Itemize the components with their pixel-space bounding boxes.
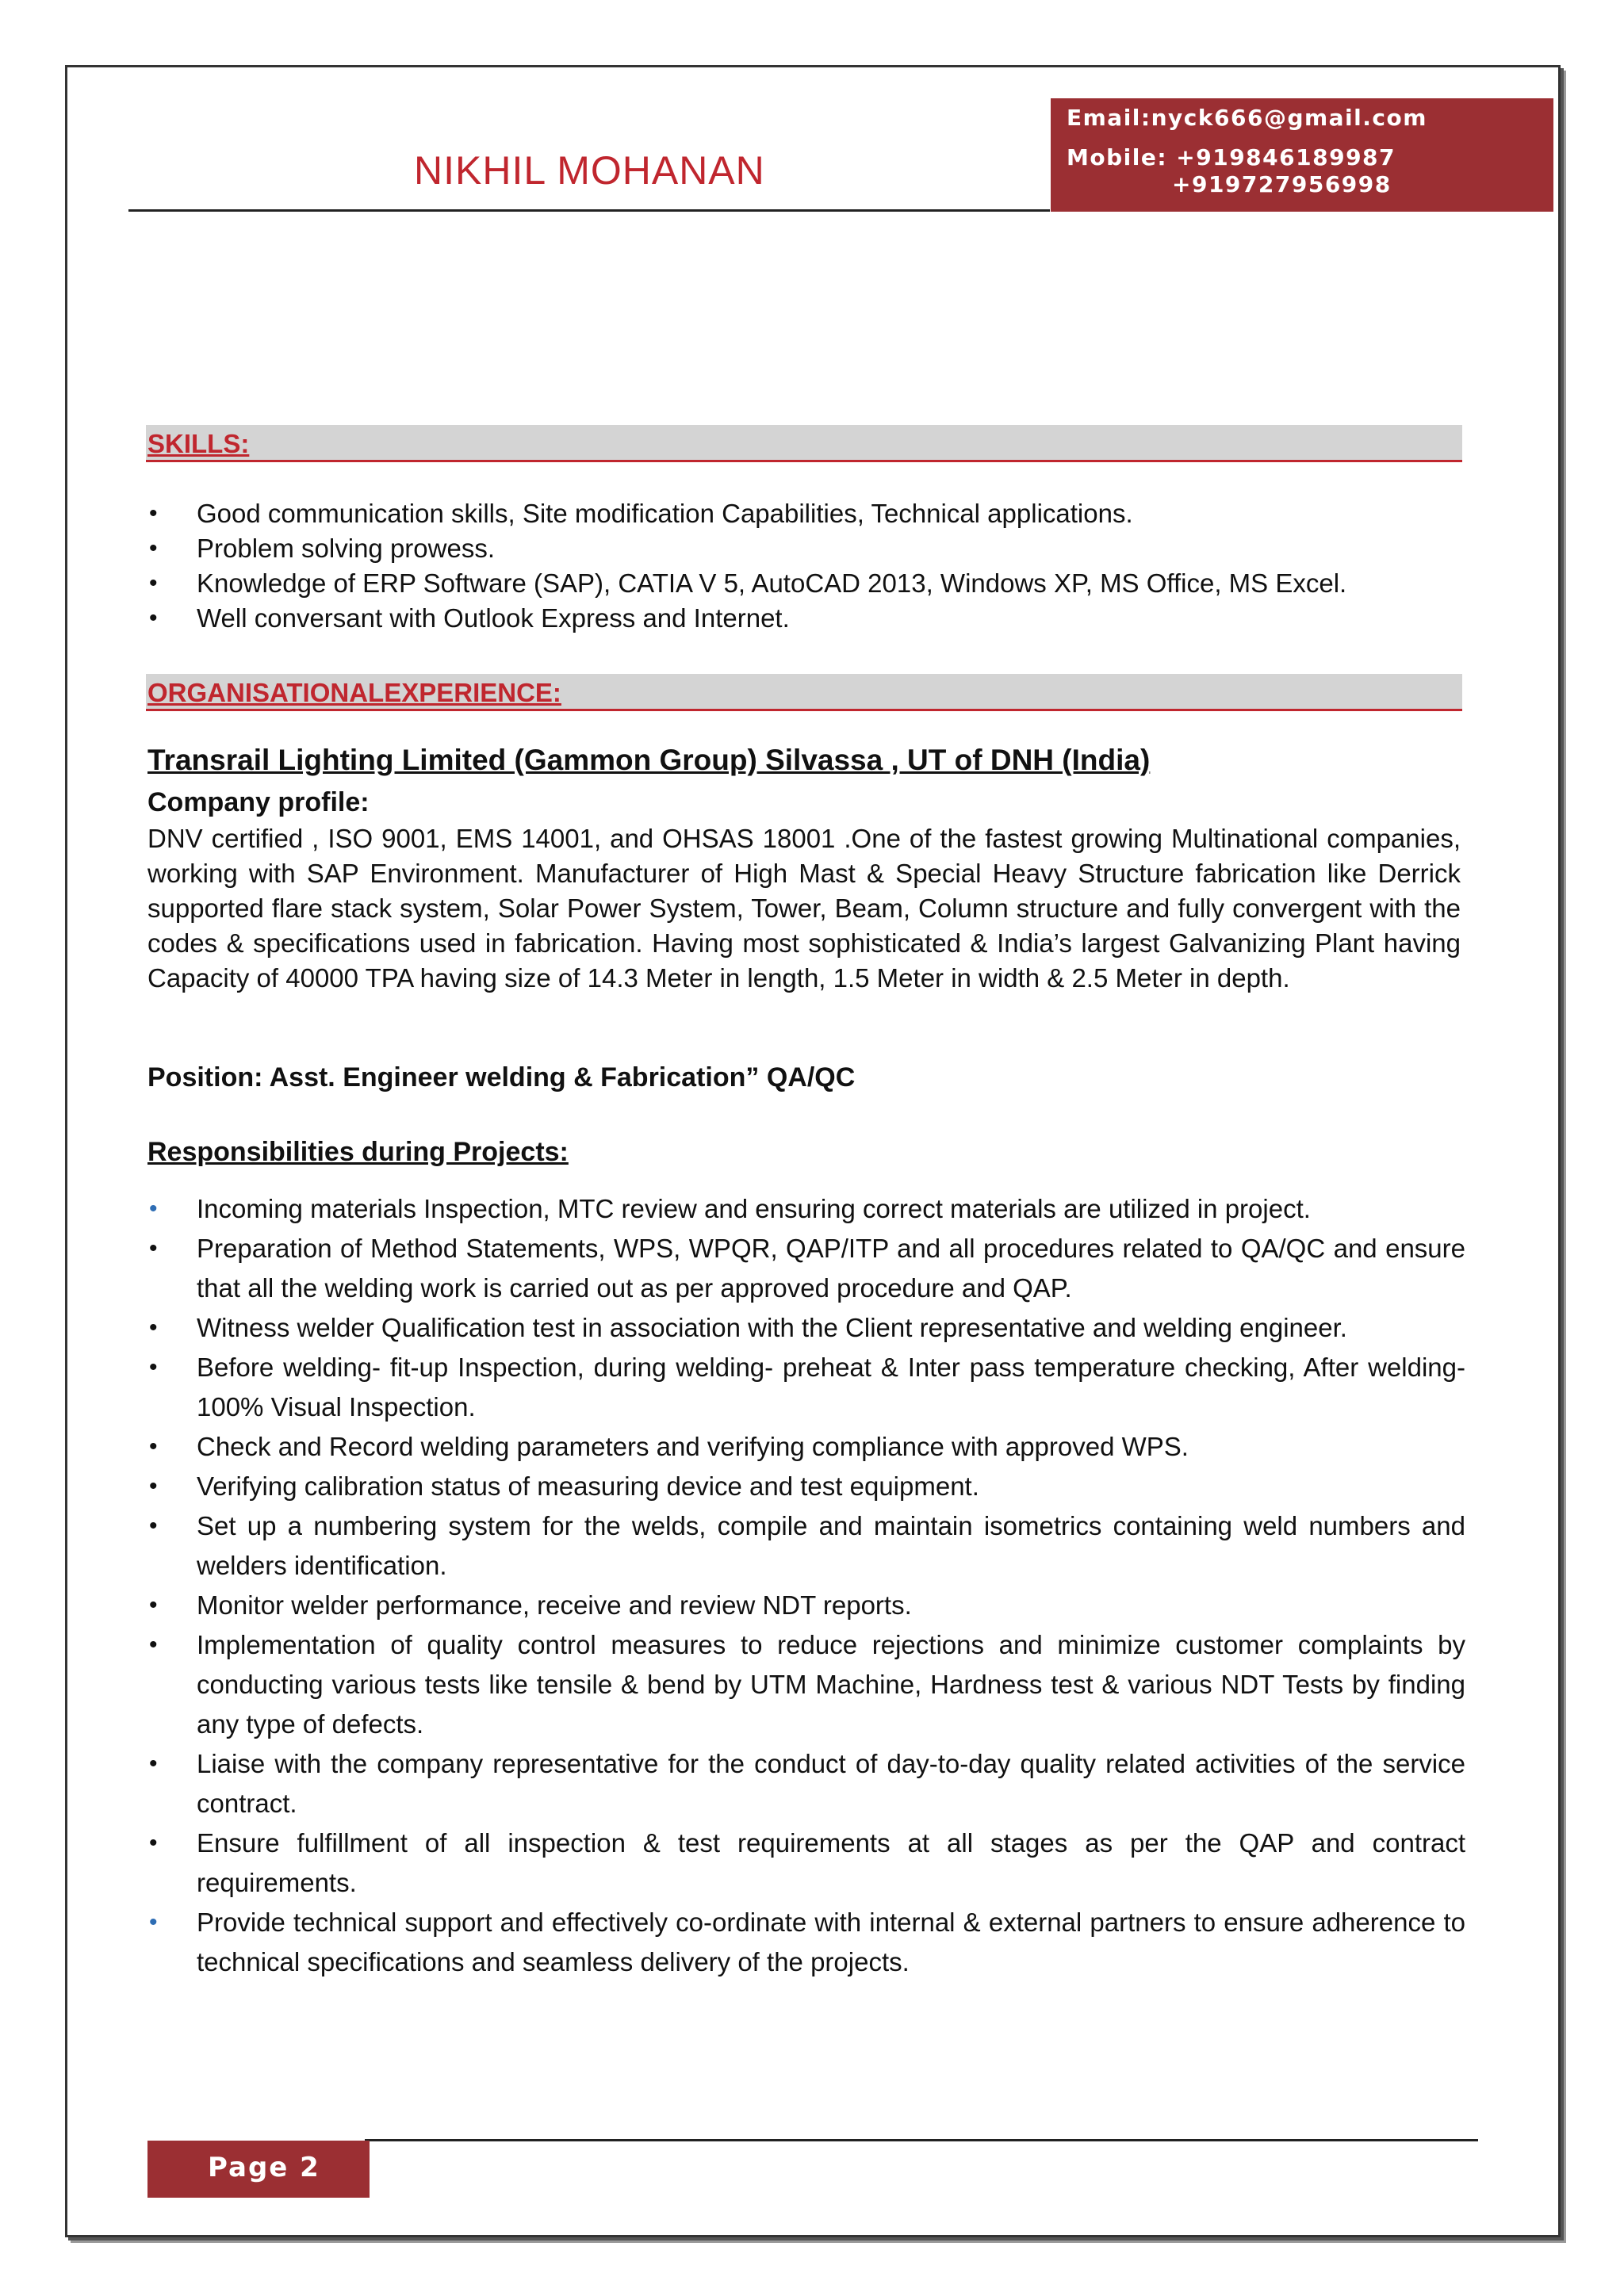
- contact-mobile-secondary: +919727956998: [1172, 171, 1392, 197]
- responsibility-item: • Provide technical support and effectively co-ordinate with internal & external partners to ensure adherence to technical specifications and seamless delivery of the projects.: [146, 1903, 1465, 1982]
- header-divider: [128, 209, 1050, 212]
- page-number: Page 2: [208, 2152, 320, 2183]
- responsibility-item: • Set up a numbering system for the welds, compile and maintain isometrics containing weld numbers and welders identification.: [146, 1506, 1465, 1586]
- skills-section-header: [146, 425, 1462, 462]
- responsibility-item: • Check and Record welding parameters and verifying compliance with approved WPS.: [146, 1427, 1465, 1467]
- position-title: Position: Asst. Engineer welding & Fabrication” QA/QC: [147, 1062, 856, 1093]
- experience-heading: ORGANISATIONALEXPERIENCE:: [147, 678, 561, 707]
- contact-email: Email:nyck666@gmail.com: [1067, 105, 1427, 131]
- responsibility-item: • Verifying calibration status of measuring device and test equipment.: [146, 1467, 1465, 1506]
- responsibility-item: • Before welding- fit-up Inspection, during welding- preheat & Inter pass temperature checking, After welding- 100% Visual Inspection.: [146, 1348, 1465, 1427]
- contact-mobile-primary: Mobile: +919846189987: [1067, 144, 1396, 170]
- responsibility-item: • Preparation of Method Statements, WPS, WPQR, QAP/ITP and all procedures related to QA/QC and ensure that all the welding work is carried out as per approved procedure and QAP.: [146, 1229, 1465, 1308]
- responsibility-item: • Ensure fulfillment of all inspection & test requirements at all stages as per the QAP and contract requirements.: [146, 1823, 1465, 1903]
- skill-item: • Knowledge of ERP Software (SAP), CATIA V 5, AutoCAD 2013, Windows XP, MS Office, MS Excel.: [146, 566, 1465, 601]
- skill-item: • Well conversant with Outlook Express and Internet.: [146, 601, 1465, 636]
- experience-section-header: [146, 674, 1462, 711]
- responsibility-item: • Witness welder Qualification test in association with the Client representative and welding engineer.: [146, 1308, 1465, 1348]
- skill-item: • Problem solving prowess.: [146, 531, 1465, 566]
- responsibilities-list: [146, 1189, 1465, 1982]
- page-number-box: [147, 2141, 370, 2198]
- skills-heading: SKILLS:: [147, 429, 250, 458]
- resume-name: NIKHIL MOHANAN: [414, 148, 765, 193]
- responsibility-item: • Implementation of quality control measures to reduce rejections and minimize customer complaints by conducting various tests like tensile & bend by UTM Machine, Hardness test & various NDT Tests by finding any type of defects.: [146, 1625, 1465, 1744]
- contact-box: [1051, 98, 1553, 212]
- skill-item: • Good communication skills, Site modification Capabilities, Technical applications.: [146, 496, 1465, 531]
- company-profile-text: DNV certified , ISO 9001, EMS 14001, and OHSAS 18001 .One of the fastest growing Multinational companies, working with SAP Environment. Manufacturer of High Mast & Special Heavy Structure fabrication like Derrick supported flare stack system, Solar Power System, Tower, Beam, Column structure and fully convergent with the codes & specifications used in fabrication. Having most sophisticated & India’s largest Galvanizing Plant having Capacity of 40000 TPA having size of 14.3 Meter in length, 1.5 Meter in width & 2.5 Meter in depth.: [147, 824, 1461, 993]
- company-profile-label: Company profile:: [147, 787, 370, 817]
- footer-divider: [365, 2139, 1478, 2141]
- responsibility-item: • Monitor welder performance, receive and review NDT reports.: [146, 1586, 1465, 1625]
- responsibilities-heading: Responsibilities during Projects:: [147, 1137, 569, 1167]
- responsibility-item: • Incoming materials Inspection, MTC review and ensuring correct materials are utilized in project.: [146, 1189, 1465, 1229]
- skills-list: [146, 496, 1465, 636]
- company-title: Transrail Lighting Limited (Gammon Group) Silvassa , UT of DNH (India): [147, 744, 1151, 776]
- responsibility-item: • Liaise with the company representative for the conduct of day-to-day quality related activities of the service contract.: [146, 1744, 1465, 1823]
